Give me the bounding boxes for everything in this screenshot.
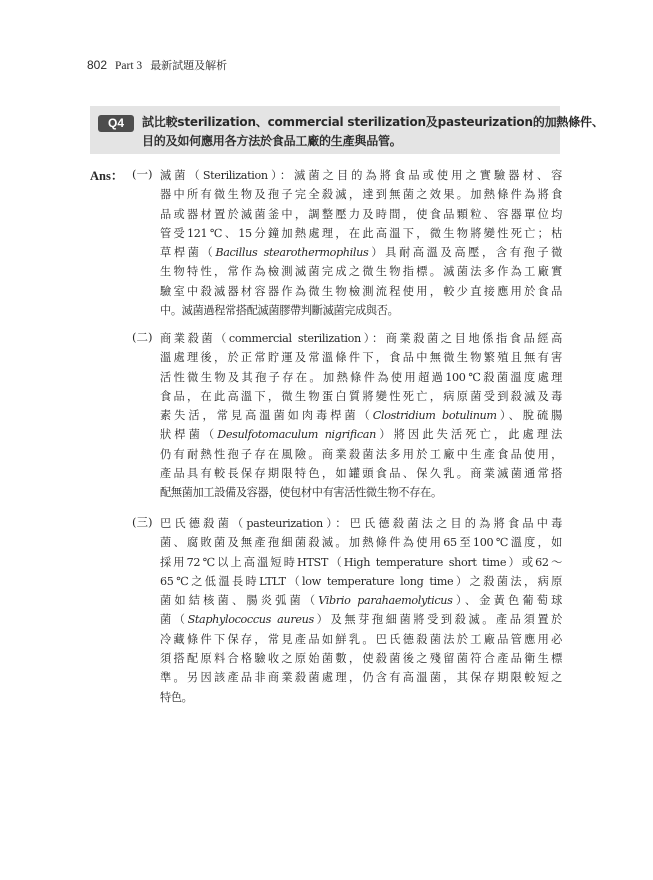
paragraph-line: 仍有耐熱性孢子存在風險。商業殺菌法多用於工廠中生產食品使用，	[160, 447, 562, 461]
scientific-name: Vibrio parahaemolyticus	[318, 594, 453, 608]
question-box	[90, 106, 604, 154]
line-text: ）及無芽孢細菌將受到殺滅。產品須置於	[313, 613, 562, 627]
item-number: (三)	[132, 515, 153, 529]
paragraph-line: 65℃之低溫長時LTLT（low temperature long time）之殺菌法，病原	[160, 574, 562, 588]
paragraph-line: 品或器材置於滅菌釜中，調整壓力及時間，使食品顆粒、容器單位均	[160, 207, 562, 221]
line-text: 菌（	[160, 613, 188, 627]
section-title: 最新試題及解析	[150, 59, 228, 72]
item-body	[160, 166, 562, 320]
paragraph-line: 配無菌加工設備及容器，使包材中有害活性微生物不存在。	[160, 486, 442, 500]
question-badge: Q4	[98, 115, 134, 132]
line-text: 菌如結核菌、腸炎弧菌（	[160, 594, 319, 608]
paragraph-line: 菌、腐敗菌及無產孢細菌殺滅。加熱條件為使用65至100℃溫度，如	[160, 536, 562, 550]
line-text: ）將因此失活死亡，此處理法	[375, 428, 562, 442]
paragraph-line: 活性微生物及其孢子存在。加熱條件為使用超過100℃殺菌溫度處理	[160, 370, 562, 384]
question-text	[142, 113, 604, 151]
page-header	[87, 57, 227, 73]
paragraph-line: 產品具有較長保存期限特色，如罐頭食品、保久乳。商業滅菌通常搭	[160, 467, 562, 481]
paragraph-line: 驗室中殺滅器材容器作為微生物檢測流程使用，較少直接應用於食品	[160, 284, 562, 298]
paragraph-line: 生物特性，常作為檢測滅菌完成之微生物指標。滅菌法多作為工廠實	[160, 265, 562, 279]
paragraph-line	[160, 406, 562, 425]
paragraph-line: 食品，在此高溫下，微生物蛋白質將變性死亡，病原菌受到殺滅及毒	[160, 389, 562, 403]
line-text: ）、金黃色葡萄球	[452, 594, 562, 608]
paragraph-line	[160, 610, 562, 629]
paragraph-line	[160, 243, 562, 262]
paragraph-line: 準。另因該產品非商業殺菌處理，仍含有高溫菌，其保存期限較短之	[160, 671, 562, 685]
item-number: (二)	[132, 330, 153, 344]
paragraph-line: 冷藏條件下保存，常見產品如鮮乳。巴氏德殺菌法於工廠品管應用必	[160, 632, 562, 646]
paragraph-line: 巴氏德殺菌（pasteurization）：巴氏德殺菌法之目的為將食品中毒	[160, 517, 562, 530]
question-line: 目的及如何應用各方法於食品工廠的生產與品管。	[142, 134, 402, 148]
paragraph-line	[160, 425, 562, 444]
paragraph-line: 採用72℃以上高溫短時HTST（High temperature short time）或62～	[160, 555, 562, 569]
part-label: Part 3	[115, 60, 143, 72]
scientific-name: Desulfotomaculum nigrifican	[217, 428, 376, 442]
scientific-name: Clostridium botulinum	[372, 409, 497, 423]
paragraph-line: 商業殺菌（commercial sterilization）：商業殺菌之目地係指食品經高	[160, 332, 562, 345]
line-text: 素失活，常見高溫菌如肉毒桿菌（	[160, 409, 373, 423]
answer-label: Ans：	[90, 169, 124, 183]
paragraph-line: 特色。	[160, 690, 193, 704]
paragraph-line: 滅菌（Sterilization）：滅菌之目的為將食品或使用之實驗器材、容	[160, 169, 562, 182]
scientific-name: Bacillus stearothermophilus	[215, 246, 369, 260]
item-body	[160, 514, 562, 707]
paragraph-line	[160, 591, 562, 610]
page-number: 802	[87, 58, 108, 72]
line-text: 草桿菌（	[160, 246, 216, 260]
item-body	[160, 329, 562, 503]
scientific-name: Staphylococcus aureus	[187, 613, 314, 627]
paragraph-line: 管受121℃、15分鐘加熱處理，在此高溫下，微生物將變性死亡；枯	[160, 226, 562, 240]
paragraph-line: 器中所有微生物及孢子完全殺滅，達到無菌之效果。加熱條件為將食	[160, 188, 562, 202]
line-text: ）具耐高溫及高壓，含有孢子微	[368, 246, 562, 260]
paragraph-line: 須搭配原料合格驗收之原始菌數，使殺菌後之殘留菌符合產品衛生標	[160, 652, 562, 666]
line-text: ）、脫硫腸	[496, 409, 562, 423]
item-number: (一)	[132, 167, 153, 181]
paragraph-line: 溫處理後，於正常貯運及常溫條件下，食品中無微生物繁殖且無有害	[160, 351, 562, 365]
question-line: 試比較sterilization、commercial sterilization及pasteurization的加熱條件、	[142, 115, 604, 129]
paragraph-line: 中。滅菌過程常搭配滅菌膠帶判斷滅菌完成與否。	[160, 304, 399, 318]
line-text: 狀桿菌（	[160, 428, 218, 442]
